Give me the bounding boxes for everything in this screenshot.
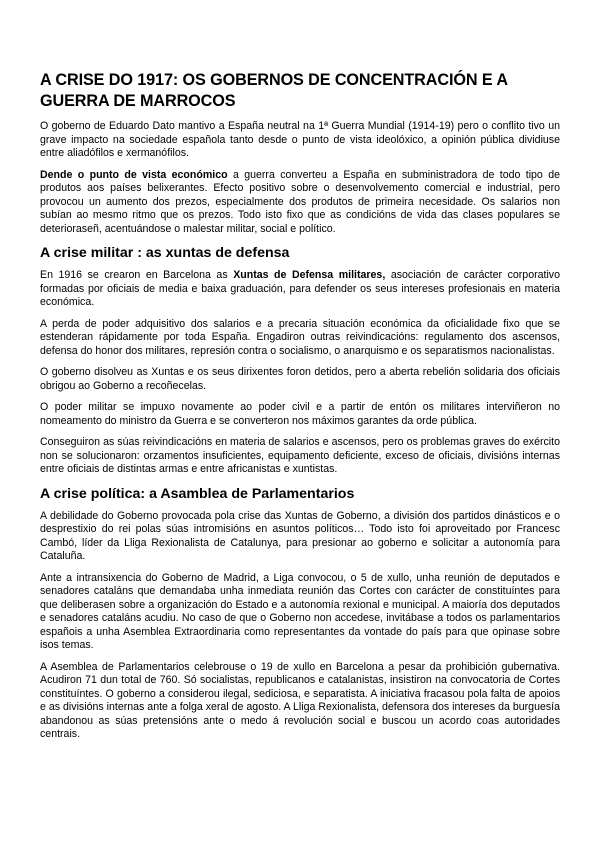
military-paragraph-5: Conseguiron as súas reivindicacións en materia de salarios e ascensos, pero os problemas graves do exército non se solucionaron: orzamentos insuficientes, equipamento deficiente, exceso de oficiais, divisións internas entre oficiais de distintas armas e entre africanistas e xuntistas. bbox=[40, 436, 560, 475]
military-paragraph-1 bbox=[40, 269, 560, 310]
intro-paragraph-2 bbox=[40, 169, 560, 237]
military-paragraph-4: O poder militar se impuxo novamente ao poder civil e a partir de entón os militares interviñeron no nomeamento do ministro da Guerra e se converteron nos máximos garantes da orde pública. bbox=[40, 401, 560, 427]
page-title: A CRISE DO 1917: OS GOBERNOS DE CONCENTRACIÓN E A GUERRA DE MARROCOS bbox=[40, 71, 508, 110]
military-paragraph-2: A perda de poder adquisitivo dos salarios e a precaria situación económica da oficialidade fixo que se estenderan rápidamente por toda España. Engadiron outras reivindicacións: regulamento dos ascensos, defensa do honor dos militares, represión contra o socialismo, o anarquismo e os separatismos nacionalistas. bbox=[40, 317, 560, 357]
political-paragraph-3: A Asemblea de Parlamentarios celebrouse o 19 de xullo en Barcelona a pesar da prohibición gubernativa. Acudiron 71 dun total de 760. Só socialistas, republicanos e catalanistas, insistiron na convocatoria de Cortes constituíntes. O goberno a considerou ilegal, sediciosa, e separatista. A iniciativa fracasou pola falta de apoios e as divisións internas ante a folga xeral de agosto. A Lliga Rexionalista, defensora dos intereses da burguesía abandonou as súas pretensións ante o medo á revolución social e buscou un acordo coas autoridades centrais. bbox=[40, 660, 560, 740]
intro-paragraph-2-text: a guerra converteu a España en subministradora de todo tipo de produtos aos países belixerantes. Efecto positivo sobre o desenvolvemento comercial e industrial, pero provocou un aumento dos prezos, especialmente dos produtos de primeira necesidade. Os salarios non subían ao mesmo ritmo que os prezos. Todo isto fixo que as condicións de vida das clases populares se deterioraseñ, acentuándose o malestar militar, social e político. bbox=[40, 168, 560, 235]
political-paragraph-2: Ante a intransixencia do Goberno de Madrid, a Liga convocou, o 5 de xullo, unha reunión de deputados e senadores cataláns que demandaba unha inmediata reunión das Cortes con carácter de constituíntes para que deliberasen sobre a organización do Estado e a autonomía rexional e municipal. A maioría dos deputados e senadores cataláns acudiu. No caso de que o Goberno non accedese, invitábase a todos os parlamentarios españois a unha Asemblea Extraordinaria como representantes da vontade do país para que opinase sobre isos temas. bbox=[40, 571, 560, 651]
political-paragraph-1: A debilidade do Goberno provocada pola crise das Xuntas de Goberno, a división dos partidos dinásticos e o desprestixio do rei polas súas intromisións en asuntos políticos… Todo isto foi aproveitado por Francesc Cambó, líder da Lliga Rexionalista de Catalunya, para presionar ao goberno e solicitar a autonomía para Cataluña. bbox=[40, 509, 560, 562]
military-paragraph-3: O goberno disolveu as Xuntas e os seus dirixentes foron detidos, pero a aberta rebelión solidaria dos oficiais obrigou ao Goberno a recoñecelas. bbox=[40, 366, 560, 392]
political-crisis-heading: A crise política: a Asamblea de Parlamentarios bbox=[40, 485, 355, 502]
intro-paragraph-2-bold: Dende o punto de vista económico bbox=[40, 168, 228, 181]
military-paragraph-1-pre: En 1916 se crearon en Barcelona as bbox=[40, 269, 234, 281]
military-crisis-heading: A crise militar : as xuntas de defensa bbox=[40, 245, 290, 261]
military-paragraph-1-bold: Xuntas de Defensa militares, bbox=[233, 269, 386, 281]
military-paragraph-1-post: asociación de carácter corporativo formadas por oficiais de media e baixa graduación, para defender os seus intereses profesionais en materia económica. bbox=[40, 269, 560, 308]
intro-paragraph-1: O goberno de Eduardo Dato mantivo a España neutral na 1ª Guerra Mundial (1914-19) pero o conflito tivo un grave impacto na sociedade española tanto desde o punto de vista ideolóxico, a opinión pública dividiuse entre aliadófilos e xermanófilos. bbox=[40, 120, 560, 159]
